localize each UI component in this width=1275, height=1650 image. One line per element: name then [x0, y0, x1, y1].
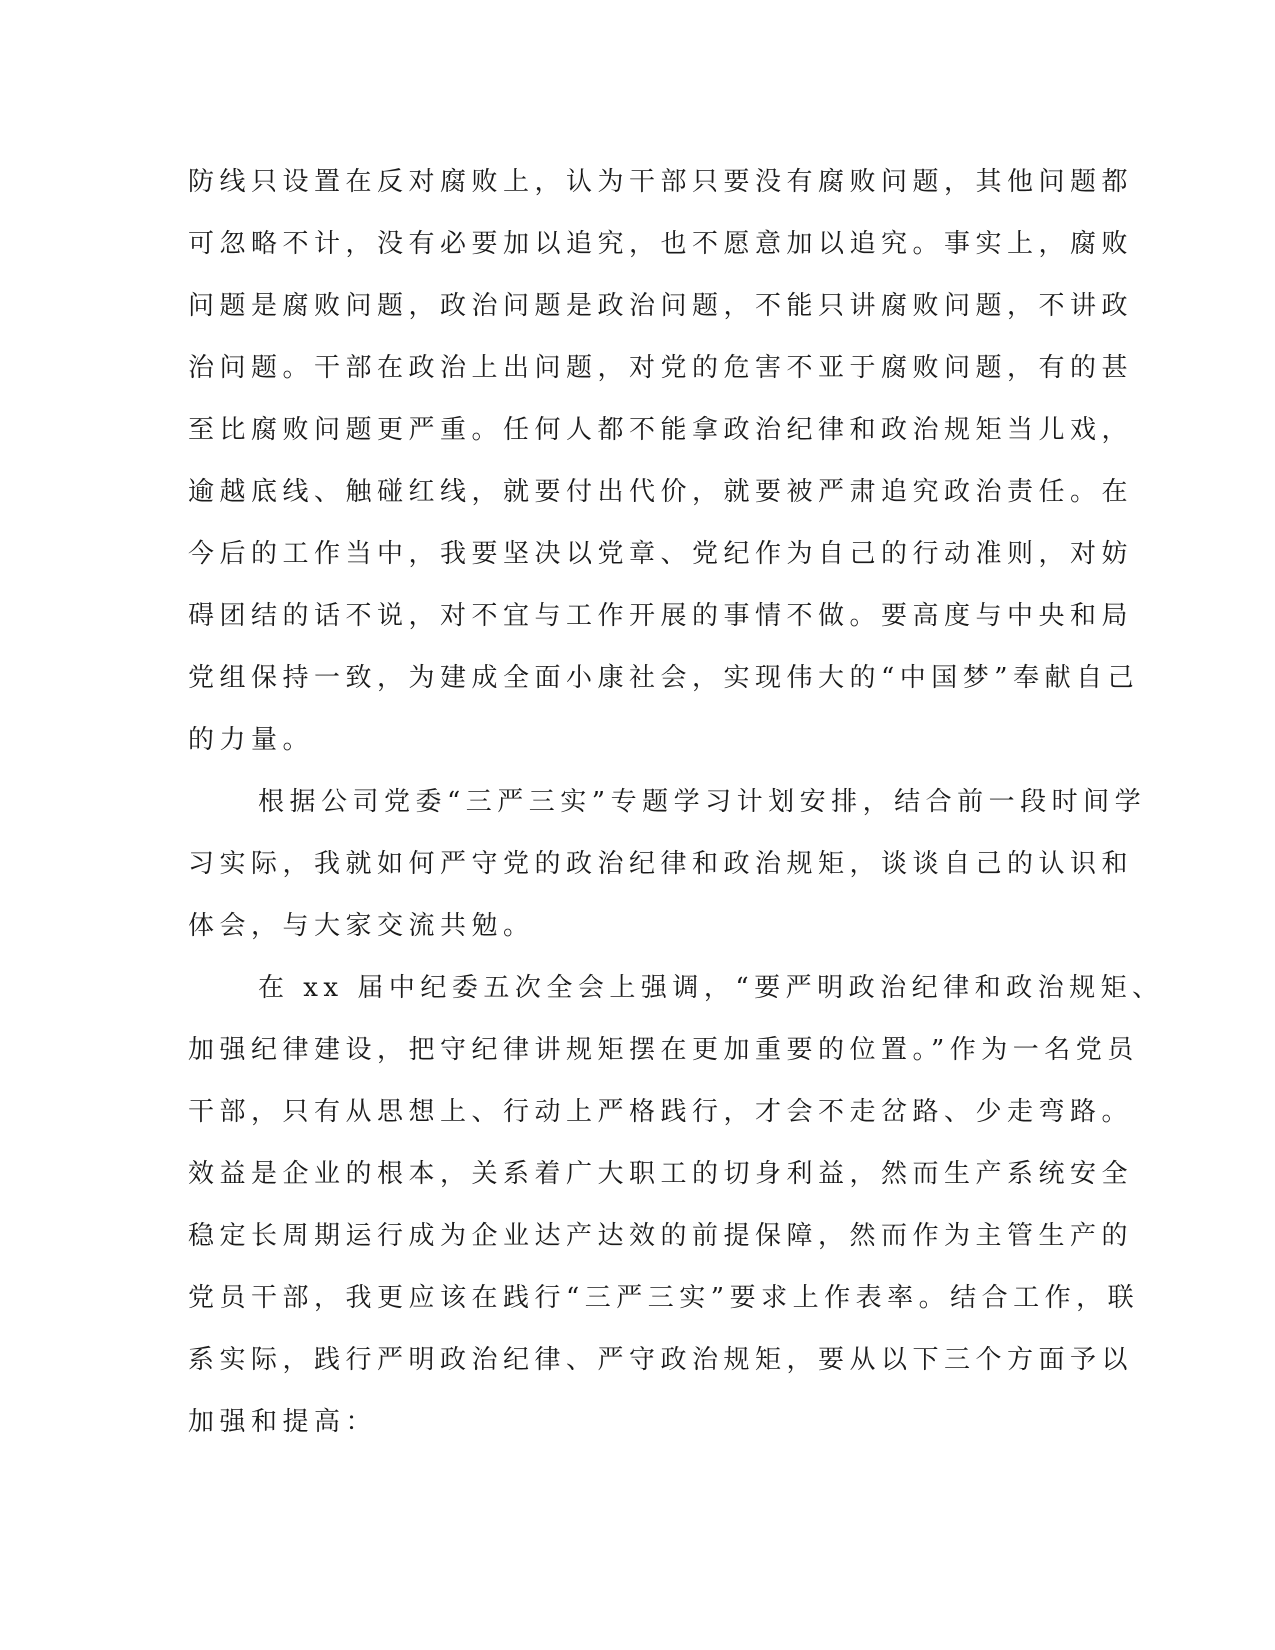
text-line: 可忽略不计，没有必要加以追究，也不愿意加以追究。事实上，腐败: [188, 229, 1134, 259]
paragraph-3: [188, 968, 1164, 1464]
text-line: 党组保持一致，为建成全面小康社会，实现伟大的“中国梦”奉献自己: [188, 663, 1140, 693]
text-line: 至比腐败问题更严重。任何人都不能拿政治纪律和政治规矩当儿戏，: [188, 415, 1134, 445]
text-line: 问题是腐败问题，政治问题是政治问题，不能只讲腐败问题，不讲政: [188, 291, 1134, 321]
text-line: 根据公司党委“三严三实”专题学习计划安排，结合前一段时间学: [258, 787, 1147, 817]
text-line: 党员干部，我更应该在践行“三严三实”要求上作表率。结合工作，联: [188, 1283, 1140, 1313]
text-line: 加强纪律建设，把守纪律讲规矩摆在更加重要的位置。”作为一名党员: [188, 1035, 1139, 1065]
text-line: 的力量。: [188, 725, 315, 755]
text-line: 系实际，践行严明政治纪律、严守政治规矩，要从以下三个方面予以: [188, 1345, 1134, 1375]
text-line: 碍团结的话不说，对不宜与工作开展的事情不做。要高度与中央和局: [188, 601, 1134, 631]
text-line: 逾越底线、触碰红线，就要付出代价，就要被严肃追究政治责任。在: [188, 477, 1134, 507]
text-line: 加强和提高：: [188, 1407, 378, 1437]
text-line: 干部，只有从思想上、行动上严格践行，才会不走岔路、少走弯路。: [188, 1097, 1134, 1127]
document-body: [188, 162, 1164, 1464]
text-line: 在 xx 届中纪委五次全会上强调，“要严明政治纪律和政治规矩、: [258, 973, 1164, 1003]
text-line: 稳定长周期运行成为企业达产达效的前提保障，然而作为主管生产的: [188, 1221, 1134, 1251]
text-line: 治问题。干部在政治上出问题，对党的危害不亚于腐败问题，有的甚: [188, 353, 1134, 383]
text-line: 体会，与大家交流共勉。: [188, 911, 535, 941]
paragraph-2: [188, 782, 1147, 968]
text-line: 防线只设置在反对腐败上，认为干部只要没有腐败问题，其他问题都: [188, 167, 1134, 197]
text-line: 效益是企业的根本，关系着广大职工的切身利益，然而生产系统安全: [188, 1159, 1134, 1189]
paragraph-1: [188, 162, 1140, 782]
text-line: 今后的工作当中，我要坚决以党章、党纪作为自己的行动准则，对妨: [188, 539, 1134, 569]
text-line: 习实际，我就如何严守党的政治纪律和政治规矩，谈谈自己的认识和: [188, 849, 1134, 879]
